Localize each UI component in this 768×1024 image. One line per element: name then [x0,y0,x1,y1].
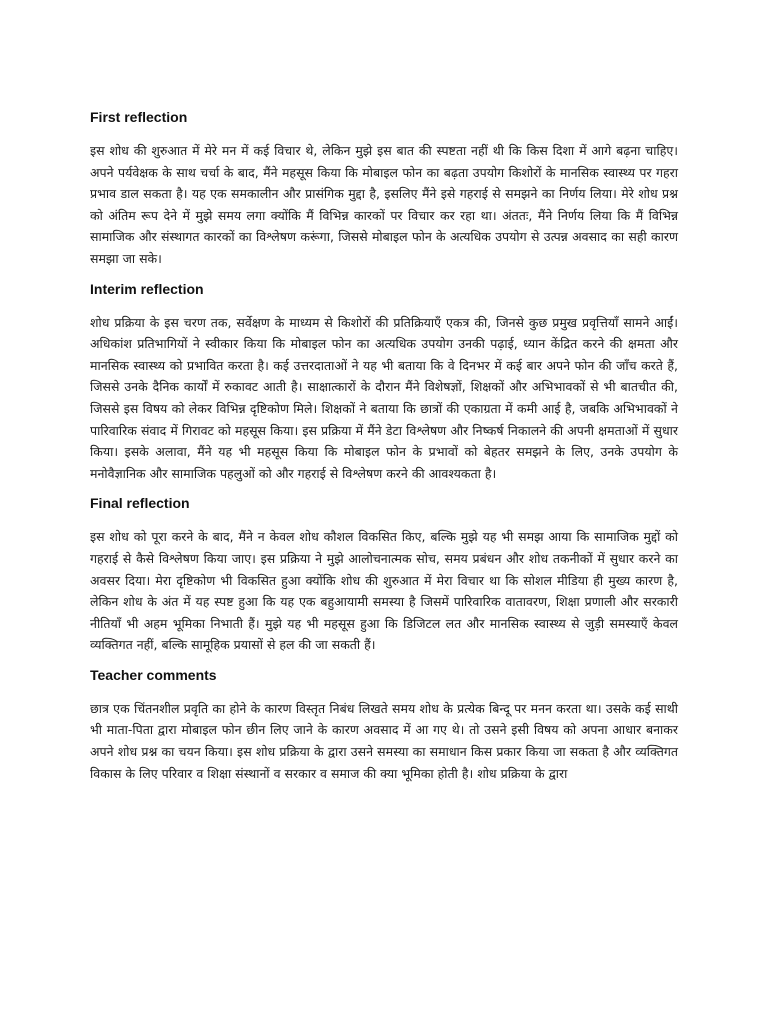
interim-reflection-body: शोध प्रक्रिया के इस चरण तक, सर्वेक्षण के माध्यम से किशोरों की प्रतिक्रियाएँ एकत्र की, जिनसे कुछ प्रमुख प्रवृत्तियाँ सामने आईं। अधिकांश प्रतिभागियों ने स्वीकार किया कि मोबाइल फोन का अत्यधिक उपयोग उनकी पढ़ाई, ध्यान केंद्रित करने की क्षमता और मानसिक स्वास्थ्य को प्रभावित करता है। कई उत्तरदाताओं ने यह भी बताया कि वे दिनभर में कई बार अपने फोन की जाँच करते हैं, जिससे उनके दैनिक कार्यों में रुकावट आती है। साक्षात्कारों के दौरान मैंने विशेषज्ञों, शिक्षकों और अभिभावकों से भी बातचीत की, जिससे इस विषय को लेकर विभिन्न दृष्टिकोण मिले। शिक्षकों ने बताया कि छात्रों की एकाग्रता में कमी आई है, जबकि अभिभावकों ने पारिवारिक संवाद में गिरावट को महसूस किया। इस प्रक्रिया में मैंने डेटा विश्लेषण और निष्कर्ष निकालने की अपनी क्षमताओं में सुधार किया। इसके अलावा, मैंने यह भी महसूस किया कि मोबाइल फोन के प्रभावों को बेहतर समझने के लिए, उनके उपयोग के मनोवैज्ञानिक और सामाजिक पहलुओं को और गहराई से विश्लेषण करने की आवश्यकता है। [90,314,678,481]
final-reflection-heading: Final reflection [90,495,190,512]
interim-reflection-heading: Interim reflection [90,280,204,297]
first-reflection-body: इस शोध की शुरुआत में मेरे मन में कई विचार थे, लेकिन मुझे इस बात की स्पष्टता नहीं थी कि किस दिशा में आगे बढ़ना चाहिए। अपने पर्यवेक्षक के साथ चर्चा के बाद, मैंने महसूस किया कि मोबाइल फोन का बढ़ता उपयोग किशोरों के मानसिक स्वास्थ्य पर गहरा प्रभाव डाल सकता है। यह एक समकालीन और प्रासंगिक मुद्दा है, इसलिए मैंने इसे गहराई से समझने का निर्णय लिया। मेरे शोध प्रश्न को अंतिम रूप देने में मुझे समय लगा क्योंकि मैं विभिन्न कारकों पर विचार कर रहा था। अंततः, मैंने निर्णय लिया कि मैं विभिन्न सामाजिक और संस्थागत कारकों का विश्लेषण करूंगा, जिससे मोबाइल फोन के अत्यधिक उपयोग से उत्पन्न अवसाद का सही कारण समझा जा सके। [90,143,678,266]
final-reflection-section [90,494,678,656]
teacher-comments-section [90,666,678,784]
teacher-comments-body: छात्र एक चिंतनशील प्रवृति का होने के कारण विस्तृत निबंध लिखते समय शोध के प्रत्येक बिन्दू पर मनन करता था। उसके कई साथी भी माता-पिता द्वारा मोबाइल फोन छीन लिए जाने के कारण अवसाद में आ गए थे। तो उसने इसी विषय को अपना आधार बनाकर अपने शोध प्रश्न का चयन किया। इस शोध प्रक्रिया के द्वारा उसने समस्या का समाधान किस प्रकार किया जा सकता है और व्यक्तिगत विकास के लिए परिवार व शिक्षा संस्थानों व सरकार व समाज की क्या भूमिका होती है। शोध प्रक्रिया के द्वारा [90,700,678,781]
teacher-comments-heading: Teacher comments [90,666,217,683]
document-page [90,108,678,794]
interim-reflection-section [90,280,678,485]
first-reflection-section [90,108,678,270]
final-reflection-body: इस शोध को पूरा करने के बाद, मैंने न केवल शोध कौशल विकसित किए, बल्कि मुझे यह भी समझ आया कि सामाजिक मुद्दों को गहराई से कैसे विश्लेषण किया जाए। इस प्रक्रिया ने मुझे आलोचनात्मक सोच, समय प्रबंधन और शोध तकनीकों में सुधार करने का अवसर दिया। मेरा दृष्टिकोण भी विकसित हुआ क्योंकि शोध की शुरुआत में मेरा विचार था कि सोशल मीडिया ही मुख्य कारण है, लेकिन शोध के अंत में यह स्पष्ट हुआ कि यह एक बहुआयामी समस्या है जिसमें पारिवारिक वातावरण, शिक्षा प्रणाली और सरकारी नीतियाँ भी अहम भूमिका निभाती हैं। मुझे यह भी महसूस हुआ कि डिजिटल लत और मानसिक स्वास्थ्य से जुड़ी समस्याएँ केवल व्यक्तिगत नहीं, बल्कि सामूहिक प्रयासों से हल की जा सकती हैं। [90,529,678,653]
first-reflection-heading: First reflection [90,109,188,125]
